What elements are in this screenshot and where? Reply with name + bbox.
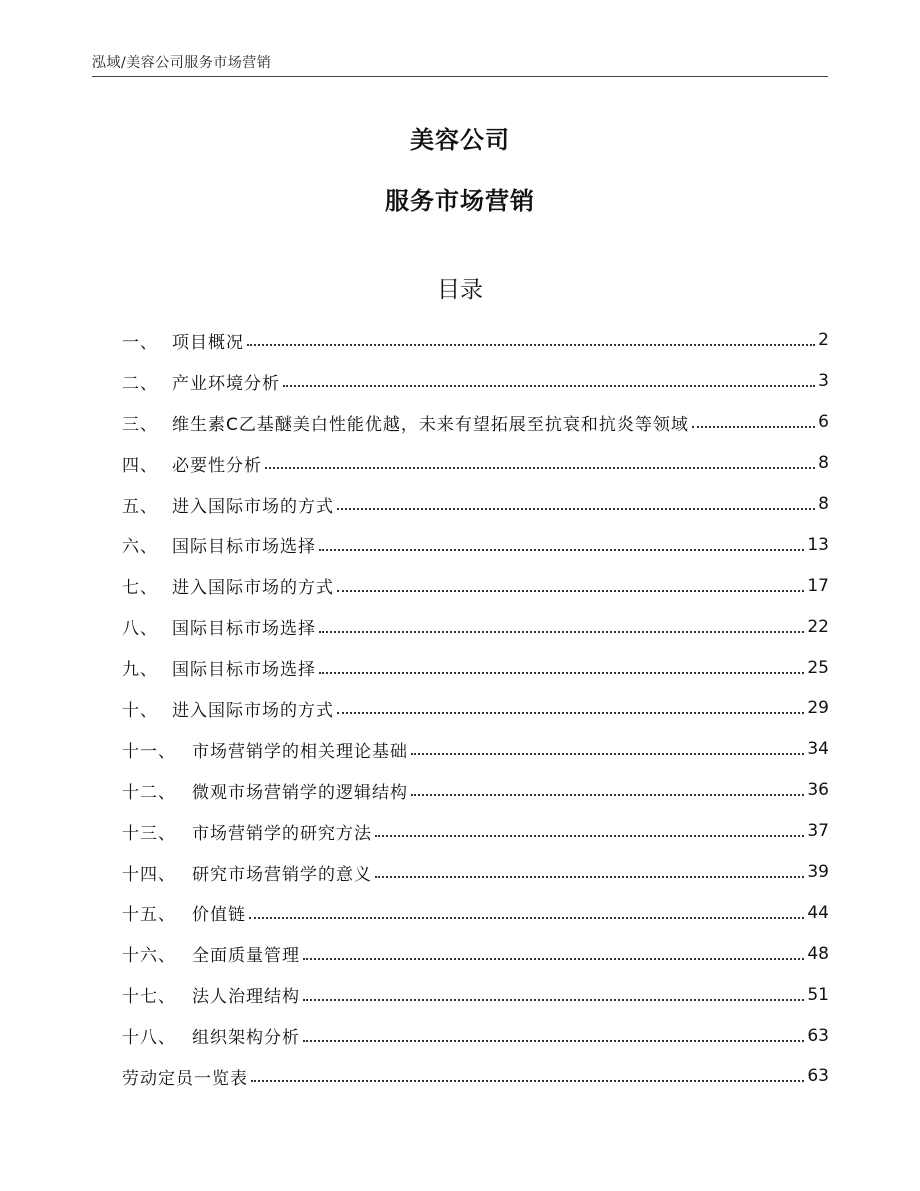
toc-entry-title: 项目概况	[172, 332, 244, 353]
toc-entry-title: 进入国际市场的方式	[172, 578, 334, 599]
toc-entry-page: 6	[818, 412, 829, 433]
toc-entry-title: 价值链	[192, 905, 246, 926]
toc-dot-leader	[692, 426, 815, 428]
toc-entry[interactable]	[122, 647, 829, 688]
toc-dot-leader	[303, 958, 804, 960]
toc-entry-label	[122, 573, 334, 598]
toc-dot-leader	[249, 917, 804, 919]
toc-entry-number: 十六、	[122, 946, 176, 967]
toc-dot-leader	[303, 1040, 804, 1042]
toc-dot-leader	[283, 385, 815, 387]
toc-entry-number: 一、	[122, 332, 158, 353]
toc-entry-page: 2	[818, 330, 829, 351]
toc-entry-title: 法人治理结构	[192, 987, 300, 1008]
toc-entry-title: 国际目标市场选择	[172, 619, 316, 640]
toc-entry-page: 63	[807, 1025, 829, 1046]
toc-entry-number: 十七、	[122, 987, 176, 1008]
toc-entry-number: 十、	[122, 700, 158, 721]
toc-entry-title: 组织架构分析	[192, 1028, 300, 1049]
toc-entry-number: 十一、	[122, 741, 176, 762]
toc-entry-page: 51	[807, 984, 829, 1005]
toc-entry-number: 十四、	[122, 864, 176, 885]
toc-entry-page: 22	[807, 616, 829, 637]
toc-dot-leader	[265, 467, 815, 469]
toc-entry-title: 国际目标市场选择	[172, 660, 316, 681]
toc-entry-title: 必要性分析	[172, 455, 262, 476]
toc-entry-title: 全面质量管理	[192, 946, 300, 967]
toc-entry-number: 六、	[122, 537, 158, 558]
toc-entry[interactable]	[122, 974, 829, 1015]
toc-dot-leader	[303, 999, 804, 1001]
document-title-line2: 服务市场营销	[385, 187, 535, 215]
toc-entry-label	[122, 532, 316, 557]
toc-entry[interactable]	[122, 770, 829, 811]
toc-entry[interactable]	[122, 1015, 829, 1056]
toc-entry-page: 25	[807, 657, 829, 678]
toc-entry-number: 七、	[122, 578, 158, 599]
toc-entry-page: 44	[807, 902, 829, 923]
toc-dot-leader	[337, 508, 815, 510]
toc-dot-leader	[411, 794, 804, 796]
toc-entry-page: 29	[807, 698, 829, 719]
toc-entry-page: 13	[807, 534, 829, 555]
toc-entry-label	[122, 492, 334, 517]
table-of-contents	[122, 320, 829, 1097]
toc-entry[interactable]	[122, 361, 829, 402]
toc-entry[interactable]	[122, 443, 829, 484]
toc-entry-number: 九、	[122, 660, 158, 681]
toc-entry-page: 39	[807, 862, 829, 883]
toc-entry-page: 8	[818, 453, 829, 474]
page-header: 泓域/美容公司服务市场营销	[92, 55, 272, 71]
toc-entry-number: 十五、	[122, 905, 176, 926]
toc-entry-label	[122, 328, 244, 353]
toc-entry[interactable]	[122, 606, 829, 647]
toc-entry-title: 市场营销学的研究方法	[192, 823, 372, 844]
toc-entry-number: 十二、	[122, 782, 176, 803]
toc-entry[interactable]	[122, 524, 829, 565]
toc-entry-label	[122, 860, 372, 885]
toc-entry-title: 研究市场营销学的意义	[192, 864, 372, 885]
toc-entry[interactable]	[122, 811, 829, 852]
toc-entry-label	[122, 819, 372, 844]
toc-entry-label	[122, 941, 300, 966]
toc-dot-leader	[247, 344, 815, 346]
toc-entry-page: 34	[807, 739, 829, 760]
toc-entry-number: 三、	[122, 414, 158, 435]
toc-entry-label	[122, 451, 262, 476]
toc-entry-title: 市场营销学的相关理论基础	[192, 741, 408, 762]
toc-entry-page: 48	[807, 943, 829, 964]
toc-entry[interactable]	[122, 402, 829, 443]
toc-entry[interactable]	[122, 484, 829, 525]
toc-entry[interactable]	[122, 892, 829, 933]
toc-dot-leader	[337, 590, 804, 592]
toc-entry-title: 微观市场营销学的逻辑结构	[192, 782, 408, 803]
toc-entry-number: 八、	[122, 619, 158, 640]
toc-entry[interactable]	[122, 729, 829, 770]
toc-entry-page: 36	[807, 780, 829, 801]
toc-entry-label	[122, 1064, 248, 1089]
toc-entry[interactable]	[122, 565, 829, 606]
toc-entry-title: 进入国际市场的方式	[172, 496, 334, 517]
toc-entry-number: 十三、	[122, 823, 176, 844]
header-rule	[92, 76, 828, 77]
toc-entry-number: 二、	[122, 373, 158, 394]
toc-entry-number: 十八、	[122, 1028, 176, 1049]
toc-entry-page: 37	[807, 821, 829, 842]
toc-entry[interactable]	[122, 852, 829, 893]
toc-dot-leader	[251, 1080, 804, 1082]
toc-entry-label	[122, 410, 689, 435]
toc-entry[interactable]	[122, 320, 829, 361]
toc-entry-label	[122, 778, 408, 803]
toc-entry-label	[122, 696, 334, 721]
toc-entry-label	[122, 369, 280, 394]
toc-entry[interactable]	[122, 933, 829, 974]
toc-entry-title: 产业环境分析	[172, 373, 280, 394]
toc-entry-page: 3	[818, 371, 829, 392]
toc-entry-number: 四、	[122, 455, 158, 476]
toc-entry-title: 进入国际市场的方式	[172, 700, 334, 721]
toc-entry-label	[122, 614, 316, 639]
toc-entry-label	[122, 982, 300, 1007]
toc-entry[interactable]	[122, 1056, 829, 1097]
toc-entry-page: 17	[807, 575, 829, 596]
document-title-line1: 美容公司	[410, 126, 510, 154]
toc-dot-leader	[319, 549, 804, 551]
toc-dot-leader	[337, 712, 804, 714]
toc-entry-title: 劳动定员一览表	[122, 1068, 248, 1089]
toc-entry-number: 五、	[122, 496, 158, 517]
toc-heading: 目录	[437, 277, 483, 303]
toc-dot-leader	[411, 753, 804, 755]
toc-dot-leader	[375, 835, 804, 837]
toc-entry-page: 8	[818, 494, 829, 514]
toc-entry-title: 国际目标市场选择	[172, 537, 316, 558]
toc-entry-title: 维生素C乙基醚美白性能优越，未来有望拓展至抗衰和抗炎等领域	[172, 414, 689, 435]
toc-entry-label	[122, 737, 408, 762]
toc-dot-leader	[375, 876, 804, 878]
toc-entry-label	[122, 1023, 300, 1048]
toc-entry-page: 63	[807, 1066, 829, 1087]
toc-dot-leader	[319, 672, 804, 674]
toc-dot-leader	[319, 631, 804, 633]
toc-entry-label	[122, 655, 316, 680]
toc-entry[interactable]	[122, 688, 829, 729]
toc-entry-label	[122, 900, 246, 925]
